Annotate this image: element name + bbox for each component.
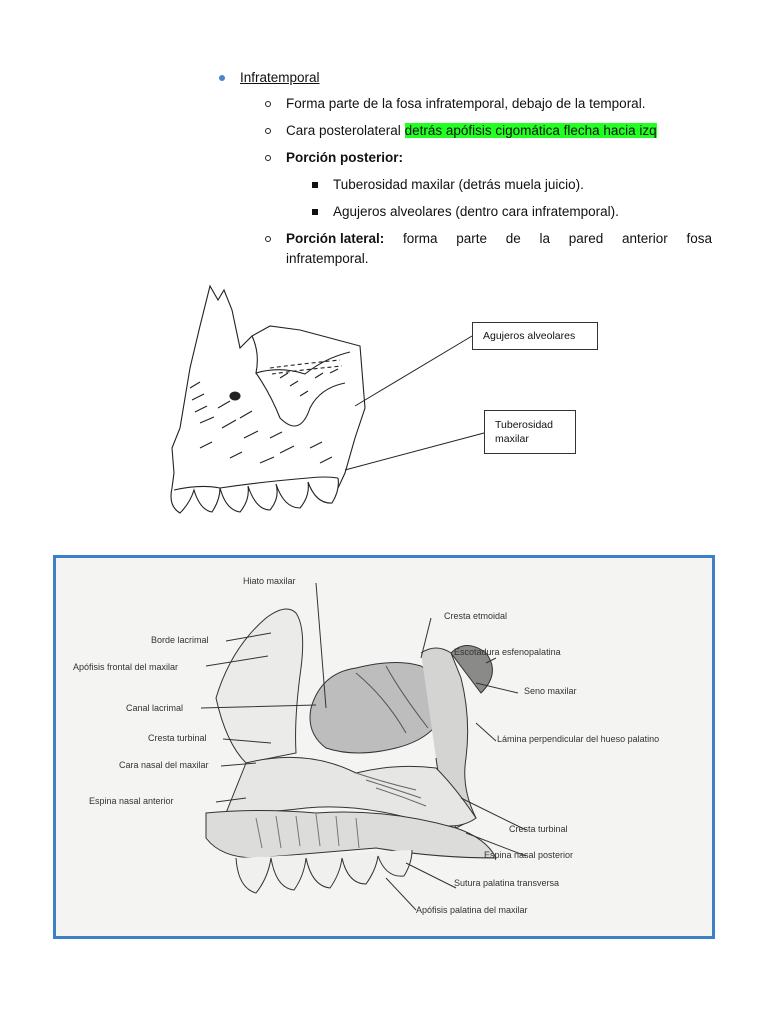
word: la bbox=[539, 231, 550, 246]
word: forma bbox=[403, 231, 438, 246]
anatomy-label: Cara nasal del maxilar bbox=[119, 760, 209, 770]
circle-bullet-icon bbox=[265, 236, 271, 242]
circle-bullet-icon bbox=[265, 128, 271, 134]
word: parte bbox=[456, 231, 488, 246]
callout-line bbox=[345, 433, 484, 470]
anatomy-label: Canal lacrimal bbox=[126, 703, 184, 713]
anatomy-label: Sutura palatina transversa bbox=[454, 878, 560, 888]
list-item-text: Cara posterolateral bbox=[286, 123, 405, 138]
maxilla-medial-drawing bbox=[56, 558, 712, 936]
list-item: Forma parte de la fosa infratemporal, debajo de la temporal. bbox=[286, 96, 646, 111]
justified-line-2: infratemporal. bbox=[286, 251, 369, 266]
anatomy-label: Espina nasal posterior bbox=[484, 850, 574, 860]
sub-list-item: Agujeros alveolares (dentro cara infratemporal). bbox=[333, 204, 619, 219]
anatomy-label: Borde lacrimal bbox=[151, 635, 209, 645]
maxilla-lateral-figure bbox=[160, 278, 600, 526]
anatomy-label: Espina nasal anterior bbox=[89, 796, 174, 806]
word: anterior bbox=[621, 231, 668, 246]
anatomy-label: Lámina perpendicular del hueso palatino bbox=[497, 734, 660, 744]
callout-box: Tuberosidad maxilar bbox=[484, 410, 576, 454]
anatomy-label: Cresta etmoidal bbox=[444, 611, 508, 621]
list-item-justified bbox=[286, 229, 712, 269]
word: de bbox=[505, 231, 521, 246]
bullet-icon bbox=[219, 75, 225, 81]
anatomy-label: Cresta turbinal bbox=[509, 824, 568, 834]
circle-bullet-icon bbox=[265, 155, 271, 161]
square-bullet-icon bbox=[312, 182, 318, 188]
anatomy-label: Hiato maxilar bbox=[243, 576, 296, 586]
sub-list-item: Tuberosidad maxilar (detrás muela juicio). bbox=[333, 177, 584, 192]
list-item-bold: Porción posterior: bbox=[286, 150, 404, 165]
anatomy-label: Apófisis frontal del maxilar bbox=[73, 662, 179, 672]
list-item bbox=[286, 122, 657, 140]
circle-bullet-icon bbox=[265, 101, 271, 107]
maxilla-lateral-drawing bbox=[160, 278, 600, 526]
highlighted-text: detrás apófisis cigomática flecha hacia izq bbox=[404, 123, 657, 138]
anatomy-label: Seno maxilar bbox=[524, 686, 577, 696]
maxilla-medial-figure bbox=[53, 555, 715, 939]
bold-label: Porción lateral: bbox=[286, 231, 385, 246]
section-heading: Infratemporal bbox=[240, 70, 320, 85]
anatomy-label: Escotadura esfenopalatina bbox=[454, 647, 561, 657]
callout-line bbox=[355, 336, 472, 406]
anatomy-label: Apófisis palatina del maxilar bbox=[416, 905, 528, 915]
word: pared bbox=[568, 231, 604, 246]
anatomy-label: Cresta turbinal bbox=[148, 733, 207, 743]
callout-box: Agujeros alveolares bbox=[472, 322, 598, 350]
justified-line bbox=[286, 229, 712, 249]
square-bullet-icon bbox=[312, 209, 318, 215]
word: fosa bbox=[686, 231, 712, 246]
